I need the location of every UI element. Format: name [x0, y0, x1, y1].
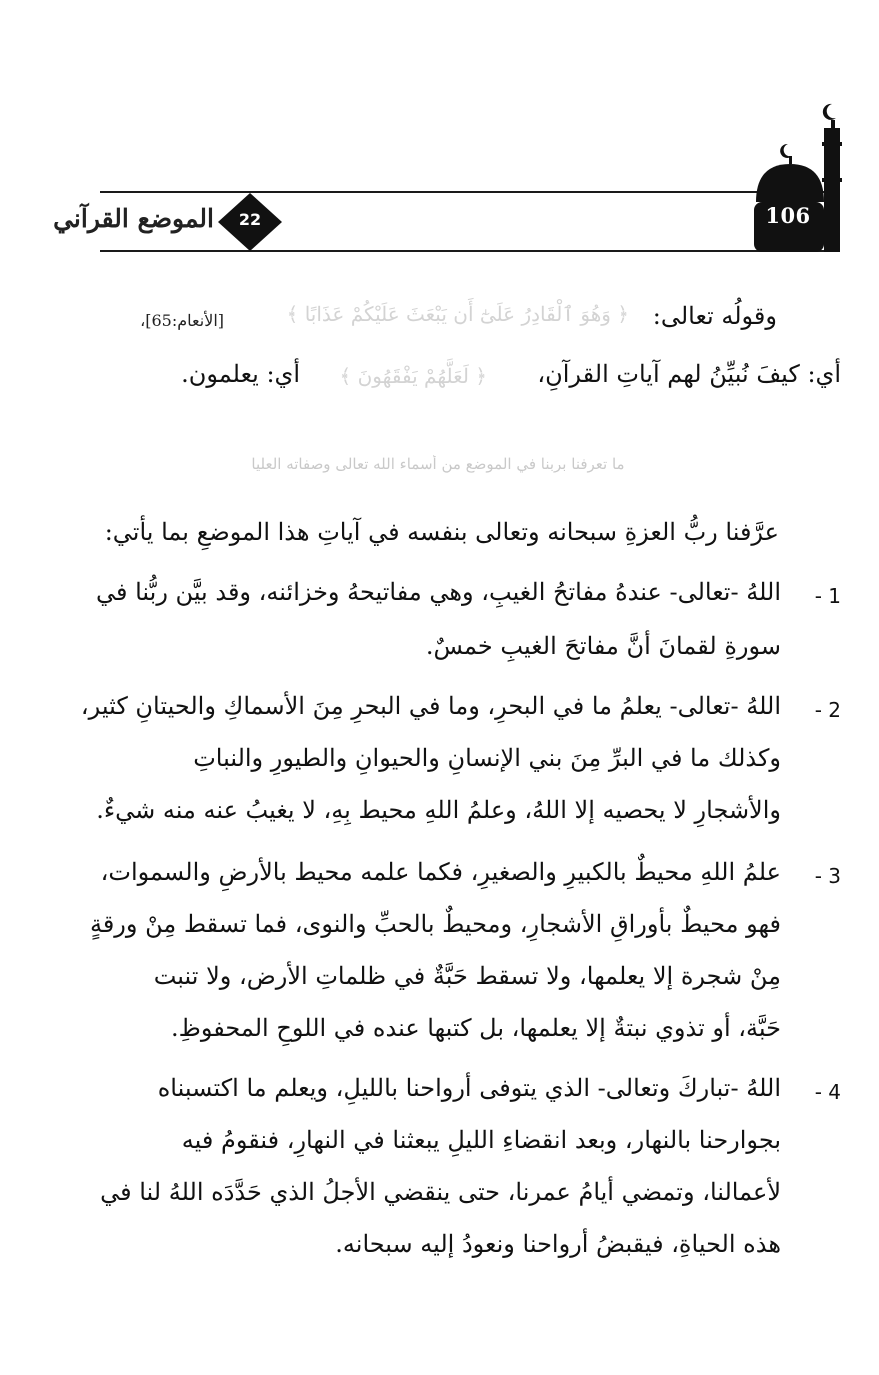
item-line: اللهُ -تعالى- عندهُ مفاتحُ الغيبِ، وهي مفاتيحهُ وخزائنه، وقد بيَّن ربُّنا في: [95, 578, 781, 606]
page-header: [0, 0, 879, 270]
item-line: والأشجارِ لا يحصيه إلا اللهُ، وعلمُ اللهِ محيط بِهِ، لا يغيبُ عنه منه شيءٌ.: [96, 796, 781, 824]
header-top-rule: [100, 191, 838, 193]
item-line: لأعمالنا، وتمضي أيامُ عمرنا، حتى ينقضي الأجلُ الذي حَدَّدَه اللهُ لنا في: [100, 1178, 781, 1206]
item-line: بجوارحنا بالنهار، وبعد انقضاءِ الليلِ يبعثنا في النهارِ، فنقومُ فيه: [181, 1126, 781, 1154]
item-line: هذه الحياةِ، فيقبضُ أرواحنا ونعودُ إليه سبحانه.: [335, 1230, 781, 1258]
item-line: علمُ اللهِ محيطٌ بالكبيرِ والصغيرِ، فكما علمه محيط بالأرضِ والسموات،: [100, 858, 781, 886]
list-item-4: [51, 1074, 841, 1274]
chapter-number: 22: [238, 210, 262, 229]
item-line: حَبَّة، أو تذوي نبتةٌ إلا يعلمها، بل كتبها عنده في اللوحِ المحفوظِ.: [171, 1014, 781, 1042]
explain-end: أي: يعلمون.: [181, 360, 300, 388]
page-number: 106: [765, 203, 811, 228]
explain-faded: ﴿ لَعَلَّهُمْ يَفْقَهُونَ ﴾: [339, 364, 487, 388]
list-item-2: [51, 692, 841, 852]
item-line: اللهُ -تعالى- يعلمُ ما في البحرِ، وما في البحرِ مِنَ الأسماكِ والحيتانِ كثير،: [80, 692, 781, 720]
book-title-logo: الموضع القرآني: [53, 204, 214, 233]
item-line: مِنْ شجرة إلا يعلمها، ولا تسقط حَبَّةٌ في ظلماتِ الأرض، ولا تنبت: [153, 962, 781, 990]
section-heading-faded: ما تعرفنا بربنا في الموضع من أسماء الله تعالى وصفاته العليا: [251, 455, 625, 473]
list-item-3: [51, 858, 841, 1058]
list-marker: 1 -: [814, 584, 841, 608]
quote-intro: وقولُه تعالى:: [652, 302, 777, 330]
list-item-1: [51, 578, 841, 688]
header-bottom-rule: [100, 250, 838, 252]
quote-verse: ﴿ وَهُوَ ٱلْقَادِرُ عَلَىٰٓ أَن يَبْعَثَ عَلَيْكُمْ عَذَابًا ﴾: [286, 302, 629, 326]
mosque-dome-icon: [748, 98, 848, 254]
lead-sentence: عرَّفنا ربُّ العزةِ سبحانه وتعالى بنفسه في آياتِ هذا الموضعِ بما يأتي:: [104, 518, 779, 546]
item-line: فهو محيطٌ بأوراقِ الأشجارِ، ومحيطٌ بالحبِّ والنوى، فما تسقط مِنْ ورقةٍ: [89, 910, 781, 938]
item-line: سورةِ لقمانَ أنَّ مفاتحَ الغيبِ خمسٌ.: [425, 632, 781, 660]
item-line: وكذلك ما في البرِّ مِنَ بني الإنسانِ والحيوانِ والطيورِ والنباتِ: [193, 744, 781, 772]
quote-reference: [الأنعام:65]،: [140, 311, 224, 330]
explain-start: أي: كيفَ نُبيِّنُ لهم آياتِ القرآنِ،: [537, 360, 841, 388]
list-marker: 2 -: [814, 698, 841, 722]
list-marker: 3 -: [814, 864, 841, 888]
list-marker: 4 -: [814, 1080, 841, 1104]
item-line: اللهُ -تباركَ وتعالى- الذي يتوفى أرواحنا بالليلِ، ويعلم ما اكتسبناه: [157, 1074, 781, 1102]
